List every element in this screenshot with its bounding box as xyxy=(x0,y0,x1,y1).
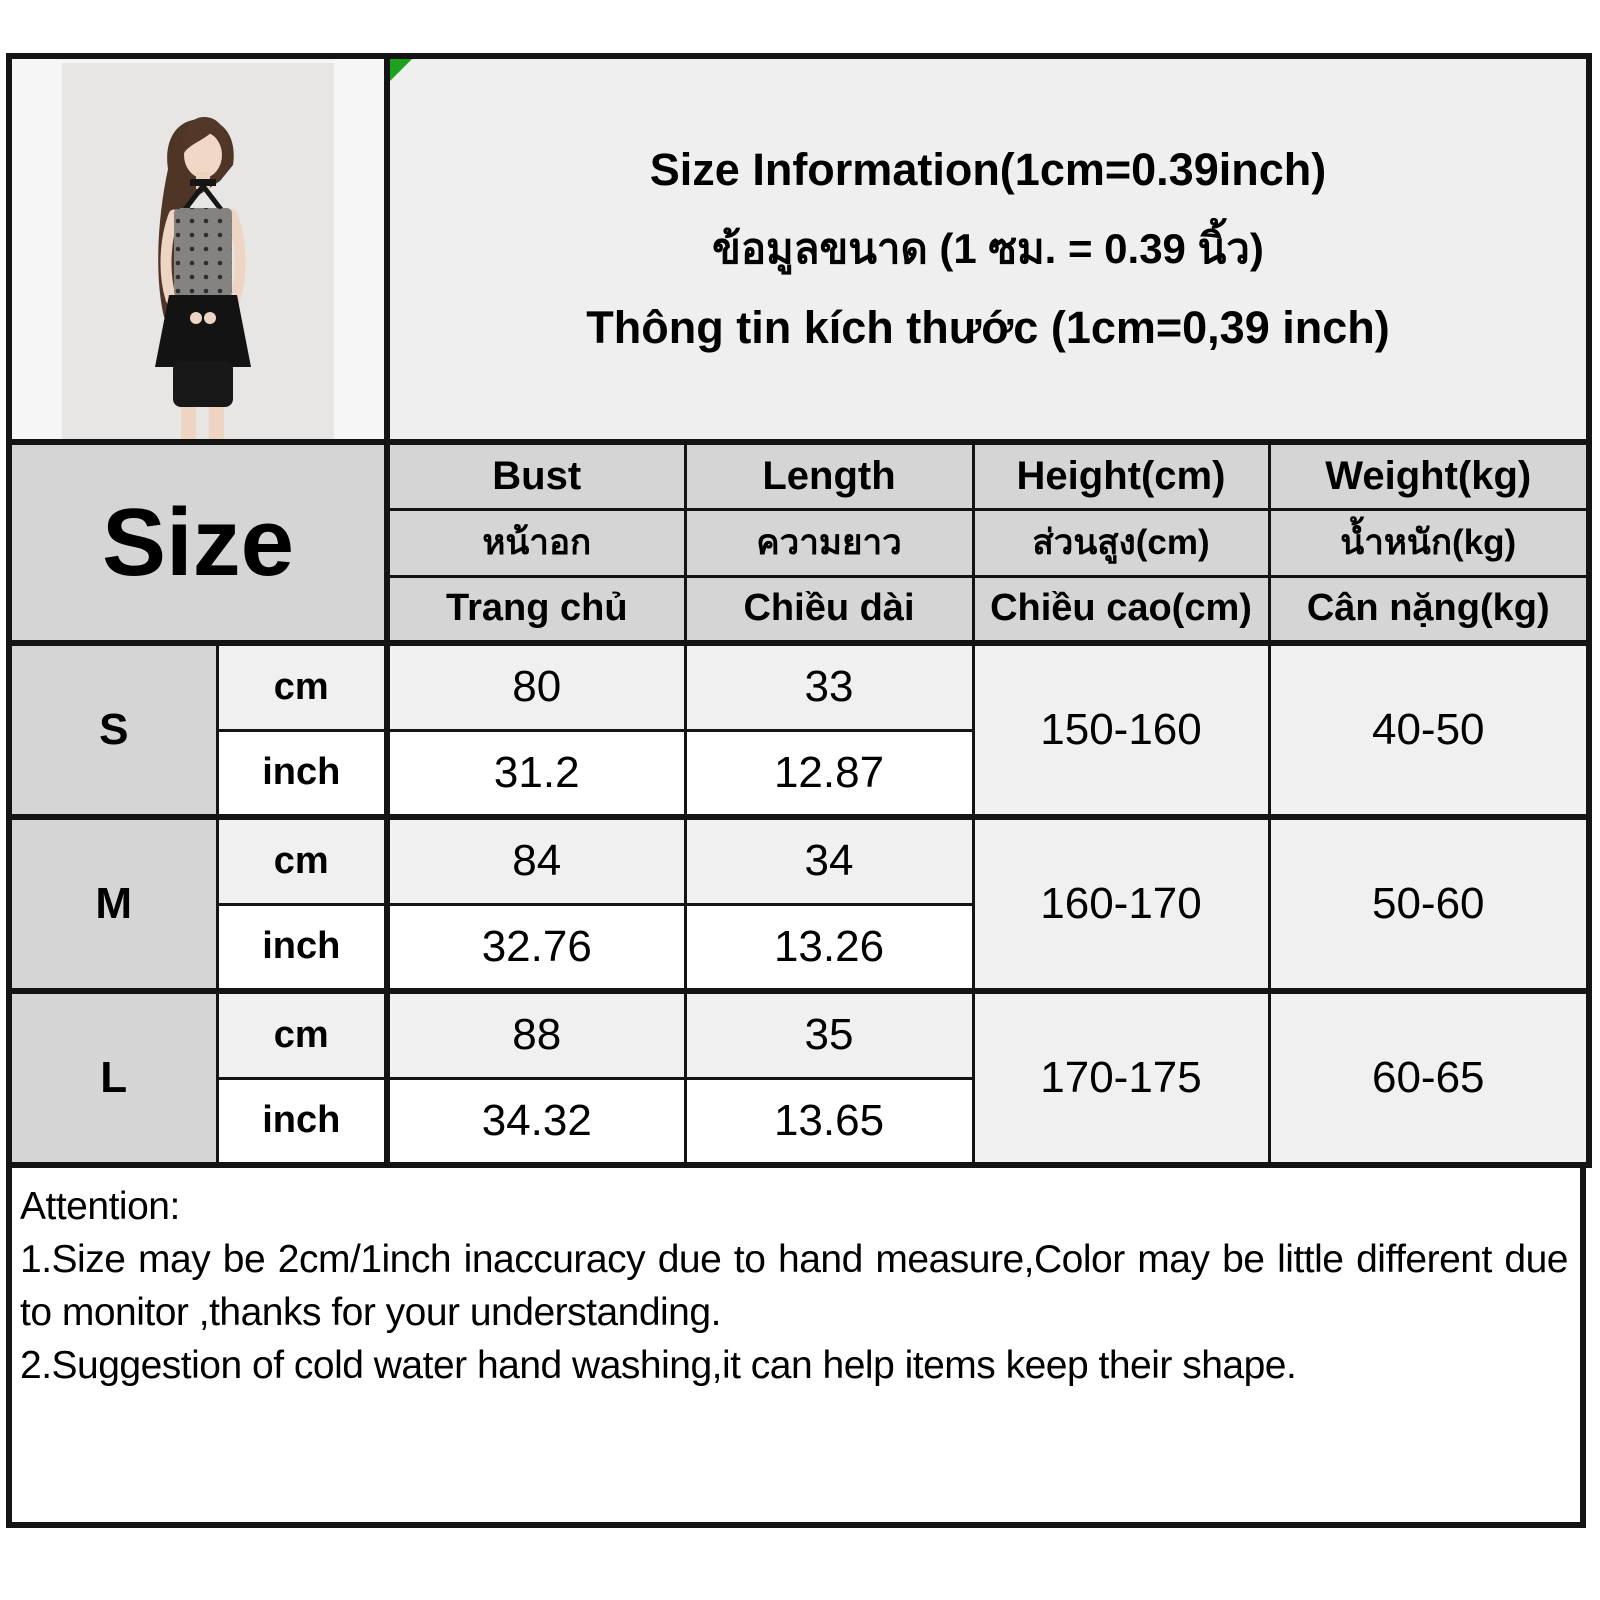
header-bust-th: หน้าอก xyxy=(387,509,685,576)
row-m-label: M xyxy=(9,817,217,991)
header-weight-th: น้ำหนัก(kg) xyxy=(1269,509,1589,576)
row-m-length-cm: 34 xyxy=(685,817,973,904)
row-l-weight: 60-65 xyxy=(1269,991,1589,1165)
row-m-unit-cm: cm xyxy=(217,817,387,904)
title-english: Size Information(1cm=0.39inch) xyxy=(649,144,1327,195)
attention-heading: Attention: xyxy=(20,1185,180,1228)
row-m-bust-cm: 84 xyxy=(387,817,685,904)
header-bust-en: Bust xyxy=(387,442,685,509)
header-height-en: Height(cm) xyxy=(973,442,1269,509)
title-thai: ข้อมูลขนาด (1 ซม. = 0.39 นิ้ว) xyxy=(712,225,1264,272)
row-s-length-inch: 12.87 xyxy=(685,730,973,817)
row-l-label: L xyxy=(9,991,217,1165)
row-s-bust-inch: 31.2 xyxy=(387,730,685,817)
row-m-length-inch: 13.26 xyxy=(685,904,973,991)
header-length-vi: Chiều dài xyxy=(685,576,973,643)
row-s-label: S xyxy=(9,643,217,817)
size-table xyxy=(6,53,1592,1168)
attention-note xyxy=(6,1168,1586,1528)
attention-line-1: 1.Size may be 2cm/1inch inaccuracy due to hand measure,Color may be little different due to monitor ,thanks for your understanding. xyxy=(20,1238,1568,1334)
header-height-vi: Chiều cao(cm) xyxy=(973,576,1269,643)
row-s-weight: 40-50 xyxy=(1269,643,1589,817)
title-cell xyxy=(387,56,1589,442)
row-s-height: 150-160 xyxy=(973,643,1269,817)
row-l-height: 170-175 xyxy=(973,991,1269,1165)
model-illustration xyxy=(62,63,334,442)
header-weight-en: Weight(kg) xyxy=(1269,442,1589,509)
row-m-bust-inch: 32.76 xyxy=(387,904,685,991)
row-l-unit-cm: cm xyxy=(217,991,387,1078)
attention-line-2: 2.Suggestion of cold water hand washing,it can help items keep their shape. xyxy=(20,1344,1297,1387)
row-s-unit-inch: inch xyxy=(217,730,387,817)
row-s-unit-cm: cm xyxy=(217,643,387,730)
header-height-th: ส่วนสูง(cm) xyxy=(973,509,1269,576)
row-l-unit-inch: inch xyxy=(217,1078,387,1165)
row-s-bust-cm: 80 xyxy=(387,643,685,730)
row-m-height: 160-170 xyxy=(973,817,1269,991)
product-photo-cell xyxy=(9,56,387,442)
row-m-unit-inch: inch xyxy=(217,904,387,991)
row-l-bust-inch: 34.32 xyxy=(387,1078,685,1165)
size-chart xyxy=(6,53,1586,1528)
header-length-en: Length xyxy=(685,442,973,509)
row-l-length-inch: 13.65 xyxy=(685,1078,973,1165)
title-vietnamese: Thông tin kích thước (1cm=0,39 inch) xyxy=(586,302,1390,353)
row-l-length-cm: 35 xyxy=(685,991,973,1078)
header-weight-vi: Cân nặng(kg) xyxy=(1269,576,1589,643)
row-m-weight: 50-60 xyxy=(1269,817,1589,991)
size-column-header: Size xyxy=(9,442,387,643)
product-photo xyxy=(62,63,334,442)
row-s-length-cm: 33 xyxy=(685,643,973,730)
row-l-bust-cm: 88 xyxy=(387,991,685,1078)
header-length-th: ความยาว xyxy=(685,509,973,576)
header-bust-vi: Trang chủ xyxy=(387,576,685,643)
